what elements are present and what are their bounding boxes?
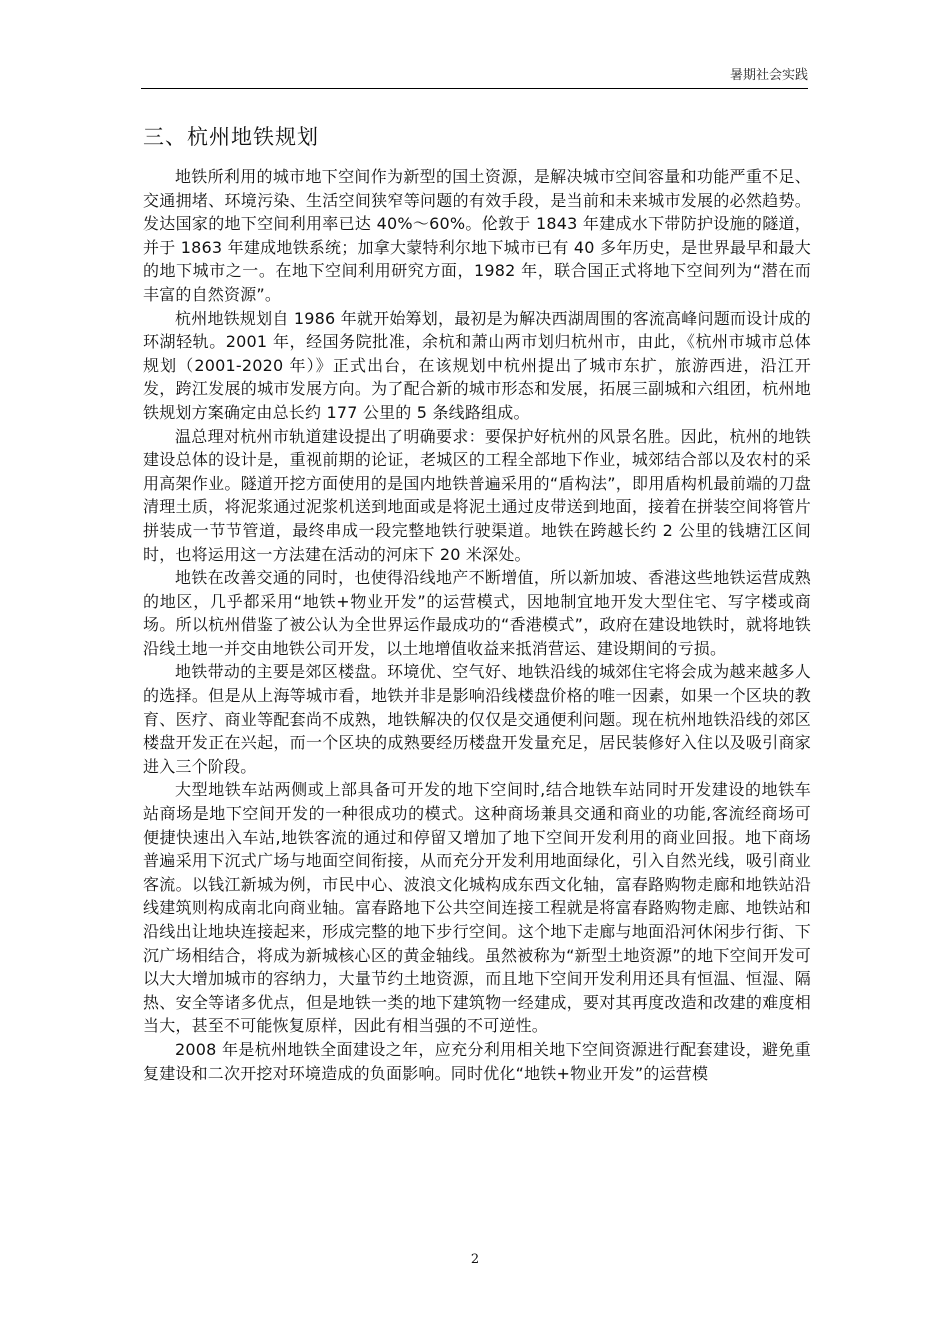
paragraph: 地铁带动的主要是郊区楼盘。环境优、空气好、地铁沿线的城郊住宅将会成为越来越多人的选择。但是从上海等城市看，地铁并非是影响沿线楼盘价格的唯一因素，如果一个区块的教育、医疗、商业等配套尚不成熟，地铁解决的仅仅是交通便利问题。现在杭州地铁沿线的郊区楼盘开发正在兴起，而一个区块的成熟要经历楼盘开发量充足，居民装修好入住以及吸引商家进入三个阶段。: [143, 662, 811, 776]
paragraph: 地铁在改善交通的同时，也使得沿线地产不断增值，所以新加坡、香港这些地铁运营成熟的地区，几乎都采用“地铁+物业开发”的运营模式，因地制宜地开发大型住宅、写字楼或商场。所以杭州借鉴了被公认为全世界运作最成功的“香港模式”，政府在建设地铁时，就将地铁沿线土地一并交由地铁公司开发，以土地增值收益来抵消营运、建设期间的亏损。: [143, 568, 811, 658]
header-divider: [141, 88, 808, 89]
page-number: 2: [470, 1252, 480, 1267]
running-header: 暑期社会实践: [729, 68, 808, 83]
paragraph: 大型地铁车站两侧或上部具备可开发的地下空间时,结合地铁车站同时开发建设的地铁车站商场是地下空间开发的一种很成功的模式。这种商场兼具交通和商业的功能,客流经商场可便捷快速出入车站,地铁客流的通过和停留又增加了地下空间开发利用的商业回报。地下商场普遍采用下沉式广场与地面空间衔接，从而充分开发利用地面绿化，引入自然光线，吸引商业客流。以钱江新城为例，市民中心、波浪文化城构成东西文化轴，富春路购物走廊和地铁站沿线建筑则构成南北向商业轴。富春路地下公共空间连接工程就是将富春路购物走廊、地铁站和沿线出让地块连接起来，形成完整的地下步行空间。这个地下走廊与地面沿河休闲步行街、下沉广场相结合，将成为新城核心区的黄金轴线。虽然被称为“新型土地资源”的地下空间开发可以大大增加城市的容纳力，大量节约土地资源，而且地下空间开发利用还具有恒温、恒湿、隔热、安全等诸多优点，但是地铁一类的地下建筑物一经建成，要对其再度改造和改建的难度相当大，甚至不可能恢复原样，因此有相当强的不可逆性。: [143, 780, 811, 1036]
paragraph: 杭州地铁规划自 1986 年就开始筹划，最初是为解决西湖周围的客流高峰问题而设计成的环湖轻轨。2001 年，经国务院批准，余杭和萧山两市划归杭州市，由此，《杭州市城市总体规划（2001-2020 年）》正式出台，在该规划中杭州提出了城市东扩，旅游西进，沿江开发，跨江发展的城市发展方向。为了配合新的城市形态和发展，拓展三副城和六组团，杭州地铁规划方案确定由总长约 177 公里的 5 条线路组成。: [143, 308, 811, 422]
paragraph: 地铁所利用的城市地下空间作为新型的国土资源，是解决城市空间容量和功能严重不足、交通拥堵、环境污染、生活空间狭窄等问题的有效手段，是当前和未来城市发展的必然趋势。发达国家的地下空间利用率已达 40%～60%。伦敦于 1843 年建成水下带防护设施的隧道，并于 1863 年建成地铁系统；加拿大蒙特利尔地下城市已有 40 多年历史，是世界最早和最大的地下城市之一。在地下空间利用研究方面，1982 年，联合国正式将地下空间列为“潜在而丰富的自然资源”。: [143, 167, 811, 304]
paragraph: 温总理对杭州市轨道建设提出了明确要求：要保护好杭州的风景名胜。因此，杭州的地铁建设总体的设计是，重视前期的论证，老城区的工程全部地下作业，城郊结合部以及农村的采用高架作业。隧道开挖方面使用的是国内地铁普遍采用的“盾构法”，即用盾构机最前端的刀盘清理土质，将泥浆通过泥浆机送到地面或是将泥土通过皮带送到地面，接着在拼装空间将管片拼装成一节节管道，最终串成一段完整地铁行驶渠道。地铁在跨越长约 2 公里的钱塘江区间时，也将运用这一方法建在活动的河床下 20 米深处。: [143, 426, 811, 564]
paragraph: 2008 年是杭州地铁全面建设之年，应充分利用相关地下空间资源进行配套建设，避免重复建设和二次开挖对环境造成的负面影响。同时优化“地铁+物业开发”的运营模: [143, 1039, 811, 1083]
section-title: 三、杭州地铁规划: [143, 125, 319, 149]
body-text: [143, 165, 811, 1085]
